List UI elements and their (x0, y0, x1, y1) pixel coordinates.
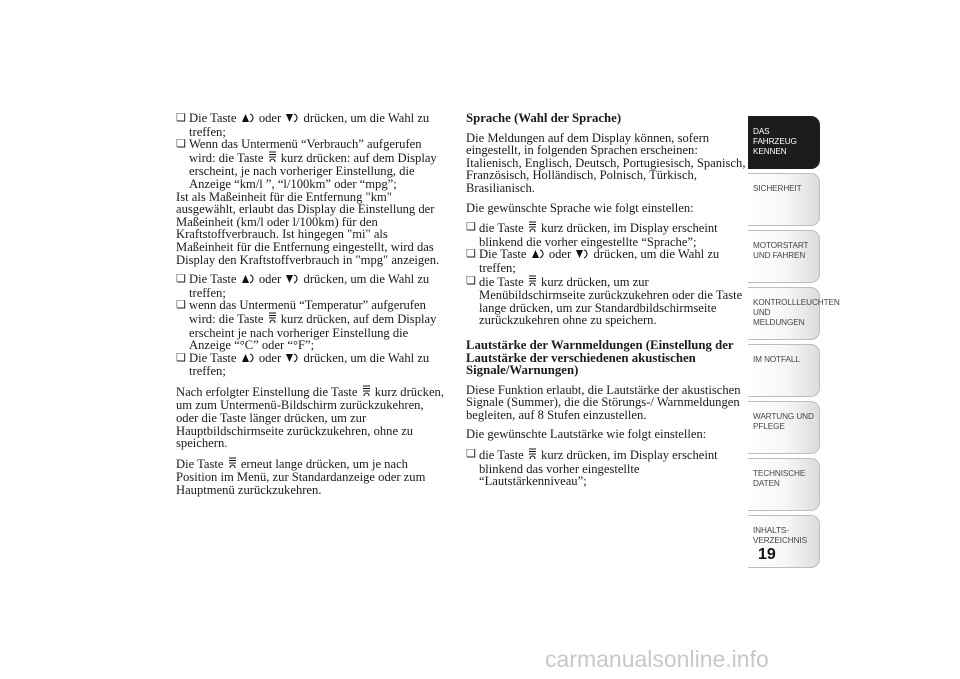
tab-das-fahrzeug-kennen[interactable]: DAS FAHRZEUG KENNEN (748, 116, 820, 169)
body-paragraph: Diese Funktion erlaubt, die Lautstärke der akustischen Signale (Summer), die die Störungs-/ Warnmeldungen begleiten, auf 8 Stufen einzustellen. (466, 382, 741, 422)
tab-sicherheit[interactable]: SICHERHEIT (748, 173, 820, 226)
instruction-bullet: ❏ Die Taste oder drücken, um die Wahl zu treffen; (176, 352, 448, 378)
body-paragraph: Die gewünschte Sprache wie folgt einstellen: (466, 200, 694, 215)
down-arrow-button-icon (575, 248, 589, 262)
body-paragraph: Die Taste erneut lange drücken, um je nach Position im Menü, zur Standardanzeige oder zum Hauptmenü zurückzukehren. (176, 456, 426, 498)
instruction-bullet: ❏ wenn das Untermenü “Temperatur” aufgerufen wird: die Taste kurz drücken, auf dem Display erscheint je nach vorheriger Einstellung die Anzeige “°C” oder “°F”; (176, 299, 448, 351)
up-arrow-button-icon (241, 273, 255, 287)
body-paragraph: Die gewünschte Lautstärke wie folgt einstellen: (466, 427, 707, 442)
menu-ok-button-icon (528, 275, 537, 290)
up-arrow-button-icon (241, 352, 255, 366)
menu-ok-button-icon (268, 312, 277, 327)
instruction-bullet: ❏ Die Taste oder drücken, um die Wahl zu treffen; (176, 273, 448, 299)
tab-wartung-und-pflege[interactable]: WARTUNG UND PFLEGE (748, 401, 820, 454)
left-column (176, 112, 448, 504)
instruction-bullet: ❏ Die Taste oder drücken, um die Wahl zu treffen; (466, 248, 746, 274)
tab-kontrollleuchten-und-meldungen[interactable]: KONTROLLLEUCHTEN UND MELDUNGEN (748, 287, 820, 340)
right-column (466, 112, 746, 488)
menu-ok-button-icon (528, 448, 537, 463)
menu-ok-button-icon (268, 151, 277, 166)
down-arrow-button-icon (285, 352, 299, 366)
up-arrow-button-icon (531, 248, 545, 262)
watermark: carmanualsonline.info (545, 646, 769, 672)
instruction-bullet: ❏ Wenn das Untermenü “Verbrauch” aufgerufen wird: die Taste kurz drücken: auf dem Display erscheint, je nach vorheriger Einstellung, die Anzeige “km/l ”, “l/100km” oder “mpg”; (176, 138, 448, 190)
body-paragraph: Nach erfolgter Einstellung die Taste kurz drücken, um zum Untermenü-Bildschirm zurückzukehren, oder die Taste länger drücken, um zur Hauptbildschirmseite zurückzukehren, ohne zu speichern. (176, 384, 444, 451)
down-arrow-button-icon (285, 112, 299, 126)
tab-im-notfall[interactable]: IM NOTFALL (748, 344, 820, 397)
instruction-bullet: ❏ Die Taste oder drücken, um die Wahl zu treffen; (176, 112, 448, 138)
section-heading-warning-volume: Lautstärke der Warnmeldungen (Einstellung der Lautstärke der verschiedenen akustischen Signale/Warnungen) (466, 337, 734, 378)
tab-technische-daten[interactable]: TECHNISCHE DATEN (748, 458, 820, 511)
tab-motorstart-und-fahren[interactable]: MOTORSTART UND FAHREN (748, 230, 820, 283)
instruction-bullet: ❏ die Taste kurz drücken, um zur Menübildschirmseite zurückzukehren oder die Taste lange drücken, um zur Standardbildschirmseite zurückzukehren ohne zu speichern. (466, 275, 746, 327)
page-number: 19 (758, 546, 776, 563)
down-arrow-button-icon (285, 273, 299, 287)
section-tabs (748, 116, 840, 572)
section-heading-language: Sprache (Wahl der Sprache) (466, 111, 622, 125)
body-paragraph: Die Meldungen auf dem Display können, sofern eingestellt, in folgenden Sprachen erscheinen: Italienisch, Englisch, Deutsch, Portugiesisch, Spanisch, Französisch, Holländisch, Polnisch, Türkisch, Brasilianisch. (466, 130, 746, 195)
menu-ok-button-icon (528, 221, 537, 236)
instruction-bullet: ❏ die Taste kurz drücken, im Display erscheint blinkend das vorher eingestellte “Lautstärkenniveau”; (466, 448, 746, 488)
body-paragraph: Ist als Maßeinheit für die Entfernung "km" ausgewählt, erlaubt das Display die Einstellung der Maßeinheit (km/l oder l/100km) für den Kraftstoffverbrauch. Ist hingegen "mi" als Maßeinheit für die Entfernung eingestellt, wird das Display den Kraftstoffverbrauch in "mpg" anzeigen. (176, 189, 440, 267)
up-arrow-button-icon (241, 112, 255, 126)
menu-ok-button-icon (228, 457, 237, 472)
instruction-bullet: ❏ die Taste kurz drücken, im Display erscheint blinkend die vorher eingestellte “Sprache”; (466, 221, 746, 248)
tab-inhaltsverzeichnis[interactable]: INHALTS-VERZEICHNIS (748, 515, 820, 568)
menu-ok-button-icon (362, 385, 371, 400)
